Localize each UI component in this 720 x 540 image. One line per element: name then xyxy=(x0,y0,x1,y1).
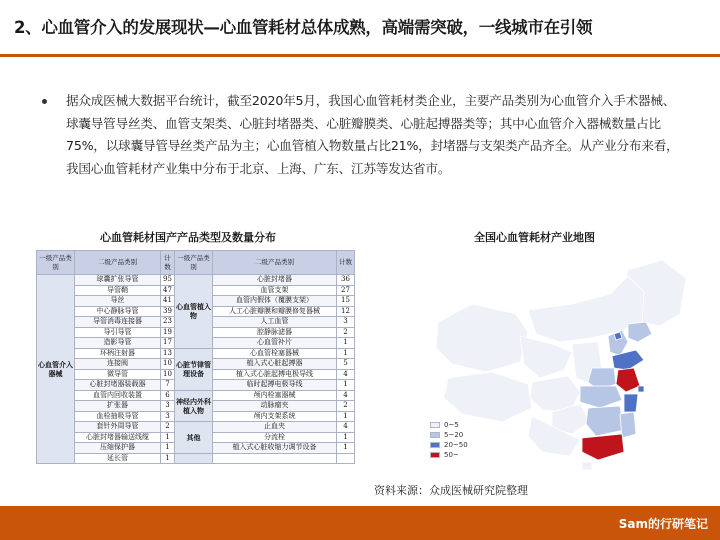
map-title: 全国心血管耗材产业地图 xyxy=(474,231,595,244)
item-count-cell: 17 xyxy=(161,338,175,349)
footer-brand: Sam的行研笔记 xyxy=(618,517,708,531)
item-count-cell: 6 xyxy=(161,390,175,401)
category-cell: 心血管植入物 xyxy=(175,275,213,349)
item-name-cell: 动脉瘤夹 xyxy=(213,401,337,412)
title-divider xyxy=(0,54,720,57)
item-name-cell: 心脏封堵器装载器 xyxy=(75,380,161,391)
item-count-cell: 5 xyxy=(337,359,355,370)
legend-label: 50~ xyxy=(444,451,459,459)
province-guangdong xyxy=(582,434,624,460)
item-name-cell: 造影导管 xyxy=(75,338,161,349)
table-row xyxy=(37,453,355,464)
item-count-cell: 2 xyxy=(337,401,355,412)
footer-bar xyxy=(0,506,720,540)
item-count-cell: 1 xyxy=(337,411,355,422)
item-count-cell: 27 xyxy=(337,285,355,296)
item-name-cell: 微导管 xyxy=(75,369,161,380)
table-body xyxy=(37,275,355,464)
legend-swatch xyxy=(430,442,440,448)
province-beijing xyxy=(614,332,622,340)
item-count-cell: 1 xyxy=(161,453,175,464)
item-count-cell: 4 xyxy=(337,369,355,380)
legend-label: 0~5 xyxy=(444,421,459,429)
item-count-cell: 10 xyxy=(161,359,175,370)
province-liaoning xyxy=(628,322,652,342)
item-count-cell: 1 xyxy=(337,380,355,391)
item-count-cell: 4 xyxy=(337,390,355,401)
item-name-cell: 扩张器 xyxy=(75,401,161,412)
header-count: 计数 xyxy=(161,251,175,275)
province-zhejiang xyxy=(624,394,638,412)
legend-swatch xyxy=(430,452,440,458)
bullet-dot-icon xyxy=(42,99,47,104)
item-name-cell: 植入式心脏收缩力调节设备 xyxy=(213,443,337,454)
table-title: 心血管耗材国产产品类型及数量分布 xyxy=(100,231,276,244)
item-count-cell: 1 xyxy=(161,432,175,443)
item-count-cell: 12 xyxy=(337,306,355,317)
source-note: 资料来源：众成医械研究院整理 xyxy=(374,484,528,497)
item-count-cell: 1 xyxy=(337,443,355,454)
item-name-cell: 压缩保护器 xyxy=(75,443,161,454)
product-table xyxy=(36,250,355,464)
category-cell: 心脏节律管理设备 xyxy=(175,348,213,390)
province-hubei-anhui xyxy=(580,386,622,408)
legend-row xyxy=(430,420,468,430)
item-name-cell: 植入式心脏起搏电极导线 xyxy=(213,369,337,380)
item-name-cell: 心脏封堵器 xyxy=(213,275,337,286)
header-cat1: 一级产品类别 xyxy=(175,251,213,275)
item-name-cell: 导引导管 xyxy=(75,327,161,338)
summary-paragraph: 据众成医械大数据平台统计，截至2020年5月，我国心血管耗材类企业，主要产品类别为心血管介入手术器械、球囊导管导丝类、血管支架类、心脏封堵器类、心脏瓣膜类、心脏起搏器类等；其中心血管介入器械数量占比75%，以球囊导管导丝类产品为主；心血管植入物数量占比21%，封堵器与支架类产品齐全。从产业分布来看，我国心血管耗材产业集中分布于北京、上海、广东、江苏等发达省市。 xyxy=(66,93,679,176)
item-count-cell: 19 xyxy=(161,327,175,338)
province-xinjiang xyxy=(436,304,528,372)
item-name-cell: 中心静脉导管 xyxy=(75,306,161,317)
legend-label: 5~20 xyxy=(444,431,464,439)
item-count-cell: 1 xyxy=(161,443,175,454)
item-name-cell: 止血夹 xyxy=(213,422,337,433)
legend-swatch xyxy=(430,432,440,438)
item-count-cell: 23 xyxy=(161,317,175,328)
item-name-cell: 分流栓 xyxy=(213,432,337,443)
province-hunan-jiangxi xyxy=(586,406,624,436)
province-qinghai-gansu xyxy=(520,336,572,378)
item-name-cell: 人工心脏瓣膜和瓣膜修复器械 xyxy=(213,306,337,317)
item-name-cell: 临时起搏电极导线 xyxy=(213,380,337,391)
item-name-cell: 腔静脉滤器 xyxy=(213,327,337,338)
category-cell: 心血管介入器械 xyxy=(37,275,75,464)
table-row xyxy=(37,348,355,359)
header-cat2: 二级产品类别 xyxy=(213,251,337,275)
item-name-cell: 延长管 xyxy=(75,453,161,464)
item-count-cell: 1 xyxy=(337,338,355,349)
legend-label: 20~50 xyxy=(444,441,468,449)
category-cell: 神经内外科植入物 xyxy=(175,390,213,422)
province-tibet xyxy=(444,372,532,422)
item-name-cell: 人工血管 xyxy=(213,317,337,328)
item-name-cell: 颅内支架系统 xyxy=(213,411,337,422)
category-cell: 其他 xyxy=(175,422,213,454)
item-name-cell: 血管内回收装置 xyxy=(75,390,161,401)
province-jiangsu xyxy=(616,368,640,392)
item-count-cell: 1 xyxy=(337,432,355,443)
item-count-cell: 15 xyxy=(337,296,355,307)
item-name-cell: 颅内栓塞器械 xyxy=(213,390,337,401)
item-count-cell: 39 xyxy=(161,306,175,317)
item-count-cell: 13 xyxy=(161,348,175,359)
province-inner-mongolia xyxy=(528,276,644,342)
item-name-cell: 导丝 xyxy=(75,296,161,307)
item-count-cell: 10 xyxy=(161,369,175,380)
table-row xyxy=(37,275,355,286)
table-row xyxy=(37,422,355,433)
item-count-cell: 2 xyxy=(161,422,175,433)
item-name-cell: 导管消毒连接器 xyxy=(75,317,161,328)
item-count-cell: 95 xyxy=(161,275,175,286)
item-name-cell: 血管支架 xyxy=(213,285,337,296)
header-count: 计数 xyxy=(337,251,355,275)
slide-title: 2、心血管介入的发展现状—心血管耗材总体成熟，高端需突破，一线城市在引领 xyxy=(14,18,593,37)
item-name-cell: 环柄注射器 xyxy=(75,348,161,359)
item-name-cell: 球囊扩张导管 xyxy=(75,275,161,286)
china-industry-map xyxy=(432,252,702,472)
item-name-cell: 连接阀 xyxy=(75,359,161,370)
item-count-cell: 3 xyxy=(161,411,175,422)
item-name-cell: 植入式心脏起搏器 xyxy=(213,359,337,370)
item-count-cell: 41 xyxy=(161,296,175,307)
item-count-cell xyxy=(337,453,355,464)
header-cat2: 二级产品类别 xyxy=(75,251,161,275)
item-count-cell: 2 xyxy=(337,327,355,338)
china-map-svg xyxy=(432,252,702,472)
table-row xyxy=(37,390,355,401)
item-count-cell: 1 xyxy=(337,348,355,359)
legend-row xyxy=(430,440,468,450)
item-name-cell: 导管鞘 xyxy=(75,285,161,296)
item-count-cell: 36 xyxy=(337,275,355,286)
item-name-cell xyxy=(213,453,337,464)
item-name-cell: 心脏封堵器输送线缆 xyxy=(75,432,161,443)
item-name-cell: 血栓抽吸导管 xyxy=(75,411,161,422)
header-cat1: 一级产品类别 xyxy=(37,251,75,275)
item-count-cell: 7 xyxy=(161,380,175,391)
item-name-cell: 套针外周导管 xyxy=(75,422,161,433)
item-name-cell: 心血管补片 xyxy=(213,338,337,349)
legend-swatch xyxy=(430,422,440,428)
province-shanghai xyxy=(638,386,644,392)
item-name-cell: 血管内假体（覆膜支架） xyxy=(213,296,337,307)
province-hainan xyxy=(582,462,592,470)
legend-row xyxy=(430,450,468,460)
legend-row xyxy=(430,430,468,440)
category-cell xyxy=(175,453,213,464)
item-count-cell: 3 xyxy=(337,317,355,328)
table-header-row xyxy=(37,251,355,275)
item-count-cell: 3 xyxy=(161,401,175,412)
item-count-cell: 4 xyxy=(337,422,355,433)
item-count-cell: 47 xyxy=(161,285,175,296)
item-name-cell: 心血管栓塞器械 xyxy=(213,348,337,359)
map-legend xyxy=(430,420,468,460)
